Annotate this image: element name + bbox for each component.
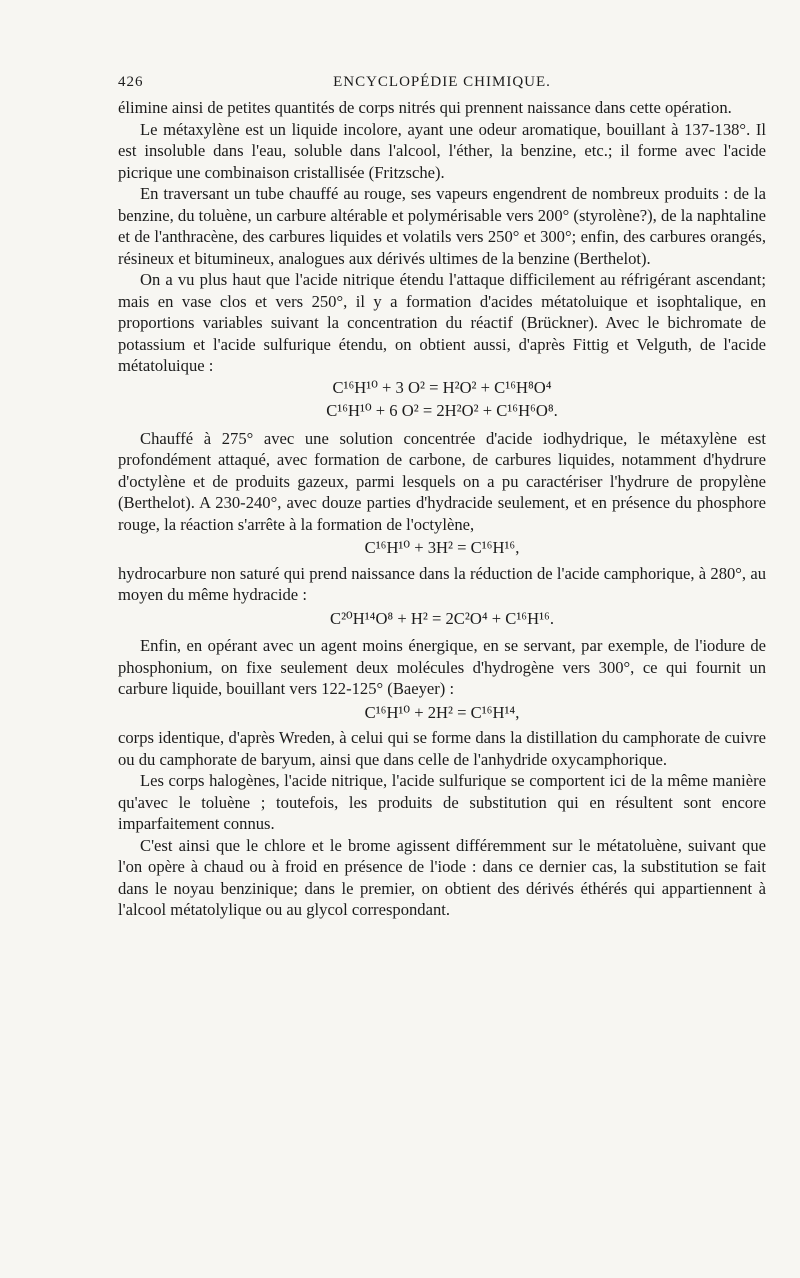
paragraph-chlore-brome: C'est ainsi que le chlore et le brome agissent différemment sur le métatoluène, suivant que l'on opère à chaud ou à froid en présence de l'iode : dans ce dernier cas, la substitution se fait dans le noyau benzinique; dans le premier, on obtient des dérivés éthérés qui appartiennent à l'alcool métatolylique ou au glycol correspondant.	[118, 835, 766, 919]
paragraph-hydrocarbure: hydrocarbure non saturé qui prend naissance dans la réduction de l'acide camphorique, à 280°, au moyen du même hydracide :	[118, 563, 766, 604]
paragraph-pyrolysis: En traversant un tube chauffé au rouge, ses vapeurs engendrent de nombreux produits : de la benzine, du toluène, un carbure altérable et polymérisable vers 200° (styrolène?), de la naphtaline et de l'anthracène, des carbures liquides et volatils vers 250° et 300°; enfin, des carbures orangés, résineux et bitumineux, analogues aux dérivés ultimes de la benzine (Berthelot).	[118, 184, 766, 268]
formula-hydrogenation: C¹⁶H¹⁰ + 2H² = C¹⁶H¹⁴,	[364, 702, 520, 722]
paragraph-continuation: élimine ainsi de petites quantités de corps nitrés qui prennent naissance dans cette opération.	[118, 98, 732, 117]
page-header	[118, 74, 766, 98]
running-title: ENCYCLOPÉDIE CHIMIQUE.	[333, 74, 551, 90]
paragraph-phosphonium: Enfin, en opérant avec un agent moins énergique, en se servant, par exemple, de l'iodure de phosphonium, on fixe seulement deux molécules d'hydrogène vers 300°, ce qui fournit un carbure liquide, bouillant vers 122-125° (Baeyer) :	[118, 636, 766, 698]
paragraph-properties: Le métaxylène est un liquide incolore, ayant une odeur aromatique, bouillant à 137-138°. Il est insoluble dans l'eau, soluble dans l'alcool, l'éther, la benzine, etc.; il forme avec l'acide picrique une combinaison cristallisée (Fritzsche).	[118, 119, 766, 182]
formula-camphoric: C²⁰H¹⁴O⁸ + H² = 2C²O⁴ + C¹⁶H¹⁶.	[330, 608, 554, 628]
paragraph-iodhydric: Chauffé à 275° avec une solution concentrée d'acide iodhydrique, le métaxylène est profondément attaqué, avec formation de carbone, de carbures liquides, notamment d'hydrure d'octylène et de produits gazeux, parmi lesquels on a pu caractériser l'hydrure de propylène (Berthelot). A 230-240°, avec douze parties d'hydracide seulement, et en présence du phosphore rouge, la réaction s'arrête à la formation de l'octylène,	[118, 428, 766, 534]
paragraph-halogenes: Les corps halogènes, l'acide nitrique, l'acide sulfurique se comportent ici de la même manière qu'avec le toluène ; toutefois, les produits de substitution qui en résultent sont encore imparfaitement connus.	[118, 771, 766, 833]
paragraph-wreden: corps identique, d'après Wreden, à celui qui se forme dans la distillation du camphorate de cuivre ou du camphorate de baryum, ainsi que dans celle de l'anhydride oxycamphorique.	[118, 728, 766, 769]
paragraph-oxidation: On a vu plus haut que l'acide nitrique étendu l'attaque difficilement au réfrigérant ascendant; mais en vase clos et vers 250°, il y a formation d'acides métatoluique et isophtalique, en proportions variables suivant la concentration du réactif (Brückner). Avec le bichromate de potassium et l'acide sulfurique étendu, on obtient aussi, d'après Fittig et Velguth, de l'acide métatoluique :	[118, 270, 766, 375]
page-body	[118, 97, 766, 921]
formula-oxidation-1: C¹⁶H¹⁰ + 3 O² = H²O² + C¹⁶H⁸O⁴	[332, 377, 552, 397]
page-number: 426	[118, 74, 144, 90]
formula-octylene: C¹⁶H¹⁰ + 3H² = C¹⁶H¹⁶,	[364, 538, 520, 557]
formula-oxidation-2: C¹⁶H¹⁰ + 6 O² = 2H²O² + C¹⁶H⁶O⁸.	[326, 401, 558, 420]
